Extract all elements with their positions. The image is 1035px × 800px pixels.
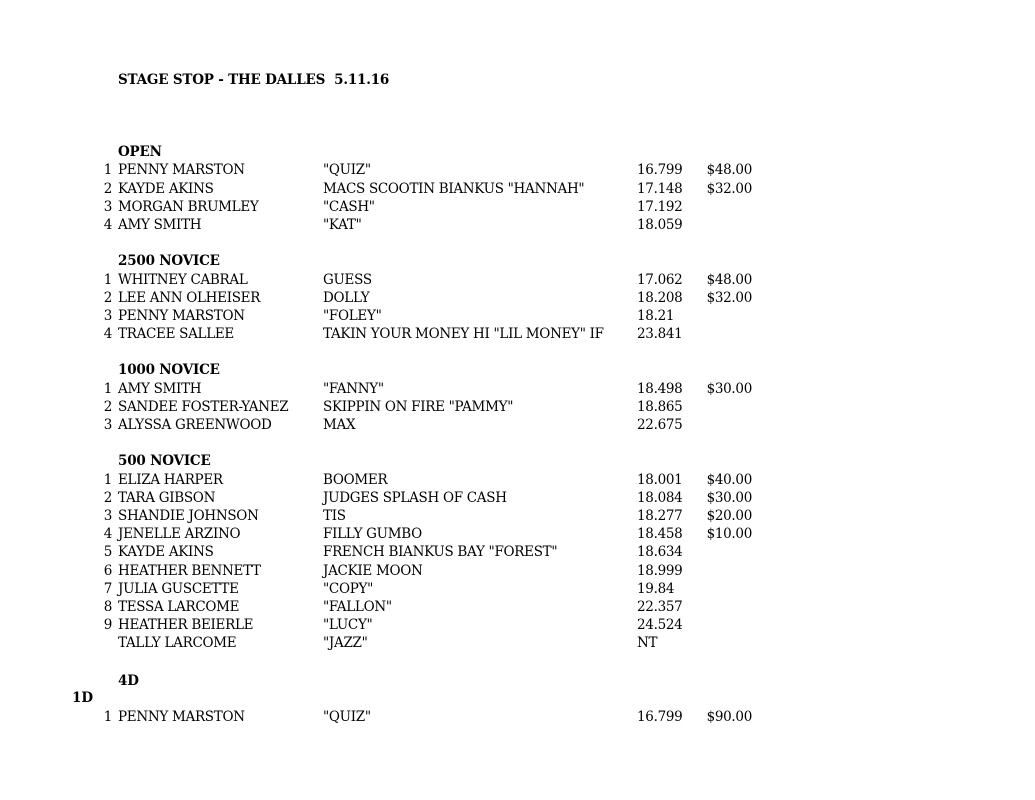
placing-number: 6 (103, 562, 112, 579)
result-row (0, 325, 1035, 343)
result-row (0, 507, 1035, 525)
horse-name: TAKIN YOUR MONEY HI "LIL MONEY" IF (323, 326, 604, 343)
placing-number: 1 (103, 380, 112, 397)
document-title: STAGE STOP - THE DALLES 5.11.16 (118, 72, 390, 88)
rider-name: SHANDIE JOHNSON (118, 508, 259, 524)
rider-name: HEATHER BENNETT (118, 562, 261, 579)
result-row (0, 471, 1035, 489)
rider-name: PENNY MARSTON (118, 162, 245, 179)
horse-name: "FOLEY" (323, 307, 382, 324)
run-time: 22.357 (637, 598, 683, 615)
result-row (0, 634, 1035, 652)
run-time: 18.458 (637, 526, 683, 543)
result-row (0, 525, 1035, 543)
result-row (0, 489, 1035, 507)
result-row (0, 598, 1035, 616)
results-section (0, 452, 1035, 652)
horse-name: BOOMER (323, 471, 388, 488)
placing-number: 2 (103, 289, 112, 306)
run-time: 18.208 (637, 289, 683, 306)
horse-name: DOLLY (323, 289, 370, 306)
placing-number: 2 (103, 398, 112, 415)
rider-name: LEE ANN OLHEISER (118, 289, 261, 306)
horse-name: "FANNY" (323, 380, 384, 397)
placing-number: 1 (103, 471, 112, 488)
horse-name: "JAZZ" (323, 635, 368, 652)
rider-name: PENNY MARSTON (118, 307, 245, 324)
section-header (0, 143, 1035, 161)
run-time: 18.21 (637, 307, 675, 324)
prize-money: $30.00 (706, 380, 752, 397)
placing-number: 3 (103, 307, 112, 324)
horse-name: JACKIE MOON (323, 562, 423, 579)
section-title: 2500 NOVICE (118, 253, 220, 270)
section-header (0, 672, 1035, 690)
result-row (0, 289, 1035, 307)
result-row (0, 180, 1035, 198)
run-time: 16.799 (637, 709, 683, 726)
run-time: 18.865 (637, 398, 683, 415)
horse-name: FILLY GUMBO (323, 526, 422, 543)
result-row (0, 708, 1035, 726)
run-time: 18.498 (637, 380, 683, 397)
division-rows (0, 708, 1035, 726)
run-time: 18.634 (637, 544, 683, 561)
rider-name: KAYDE AKINS (118, 180, 214, 197)
run-time: NT (637, 635, 658, 652)
run-time: 19.84 (637, 580, 675, 597)
results-section (0, 361, 1035, 434)
section-title: 500 NOVICE (118, 453, 211, 470)
horse-name: "CASH" (323, 198, 375, 215)
prize-money: $20.00 (706, 508, 752, 524)
horse-name: MAX (323, 417, 356, 434)
division-spacer (0, 690, 1035, 708)
rider-name: AMY SMITH (118, 380, 202, 397)
result-row (0, 198, 1035, 216)
results-section (0, 252, 1035, 343)
rider-name: ALYSSA GREENWOOD (118, 417, 272, 434)
horse-name: GUESS (323, 271, 372, 288)
placing-number: 3 (103, 508, 112, 524)
run-time: 18.001 (637, 471, 683, 488)
horse-name: "LUCY" (323, 617, 373, 634)
horse-name: "COPY" (323, 580, 374, 597)
rider-name: TESSA LARCOME (118, 598, 240, 615)
rider-name: MORGAN BRUMLEY (118, 198, 259, 215)
section-title: OPEN (118, 144, 162, 160)
rider-name: SANDEE FOSTER-YANEZ (118, 398, 289, 415)
run-time: 18.084 (637, 489, 683, 506)
horse-name: "FALLON" (323, 598, 392, 615)
result-row (0, 307, 1035, 325)
placing-number: 4 (103, 526, 112, 543)
rider-name: JENELLE ARZINO (118, 526, 241, 543)
result-row (0, 271, 1035, 289)
prize-money: $48.00 (706, 162, 752, 179)
section-title: 1000 NOVICE (118, 362, 220, 379)
run-time: 18.999 (637, 562, 683, 579)
prize-money: $40.00 (706, 471, 752, 488)
placing-number: 4 (103, 216, 112, 233)
rider-name: TARA GIBSON (118, 489, 216, 506)
result-row (0, 216, 1035, 234)
run-time: 17.062 (637, 271, 683, 288)
result-row (0, 543, 1035, 561)
run-time: 18.059 (637, 216, 683, 233)
horse-name: MACS SCOOTIN BIANKUS "HANNAH" (323, 180, 585, 197)
placing-number: 1 (103, 162, 112, 179)
horse-name: JUDGES SPLASH OF CASH (323, 489, 507, 506)
prize-money: $90.00 (706, 709, 752, 726)
prize-money: $48.00 (706, 271, 752, 288)
result-row (0, 416, 1035, 434)
prize-money: $32.00 (706, 180, 752, 197)
run-time: 24.524 (637, 617, 683, 634)
run-time: 16.799 (637, 162, 683, 179)
result-row (0, 616, 1035, 634)
placing-number: 2 (103, 180, 112, 197)
prize-money: $30.00 (706, 489, 752, 506)
placing-number: 9 (103, 617, 112, 634)
section-title: 4D (118, 673, 139, 689)
placing-number: 8 (103, 598, 112, 615)
run-time: 23.841 (637, 326, 683, 343)
rider-name: TRACEE SALLEE (118, 326, 234, 343)
placing-number: 4 (103, 326, 112, 343)
results-section (0, 143, 1035, 234)
placing-number: 1 (103, 709, 112, 726)
rider-name: ELIZA HARPER (118, 471, 223, 488)
placing-number: 3 (103, 417, 112, 434)
placing-number: 5 (103, 544, 112, 561)
run-time: 22.675 (637, 417, 683, 434)
section-header (0, 252, 1035, 270)
run-time: 17.148 (637, 180, 683, 197)
section-header (0, 452, 1035, 470)
prize-money: $10.00 (706, 526, 752, 543)
placing-number: 3 (103, 198, 112, 215)
division-label: 1D (72, 690, 94, 706)
rider-name: HEATHER BEIERLE (118, 617, 254, 634)
rider-name: PENNY MARSTON (118, 709, 245, 726)
horse-name: TIS (323, 508, 346, 524)
rider-name: AMY SMITH (118, 216, 202, 233)
horse-name: "QUIZ" (323, 162, 371, 179)
placing-number: 1 (103, 271, 112, 288)
result-row (0, 580, 1035, 598)
result-row (0, 380, 1035, 398)
run-time: 18.277 (637, 508, 683, 524)
horse-name: "QUIZ" (323, 709, 371, 726)
division-section (0, 672, 1035, 727)
horse-name: "KAT" (323, 216, 362, 233)
section-header (0, 361, 1035, 379)
result-row (0, 562, 1035, 580)
horse-name: FRENCH BIANKUS BAY "FOREST" (323, 544, 558, 561)
result-row (0, 161, 1035, 179)
rider-name: TALLY LARCOME (118, 635, 237, 652)
prize-money: $32.00 (706, 289, 752, 306)
rider-name: KAYDE AKINS (118, 544, 214, 561)
placing-number: 7 (103, 580, 112, 597)
rider-name: WHITNEY CABRAL (118, 271, 248, 288)
rider-name: JULIA GUSCETTE (118, 580, 239, 597)
run-time: 17.192 (637, 198, 683, 215)
results-sections (0, 143, 1035, 671)
result-row (0, 398, 1035, 416)
horse-name: SKIPPIN ON FIRE "PAMMY" (323, 398, 514, 415)
placing-number: 2 (103, 489, 112, 506)
